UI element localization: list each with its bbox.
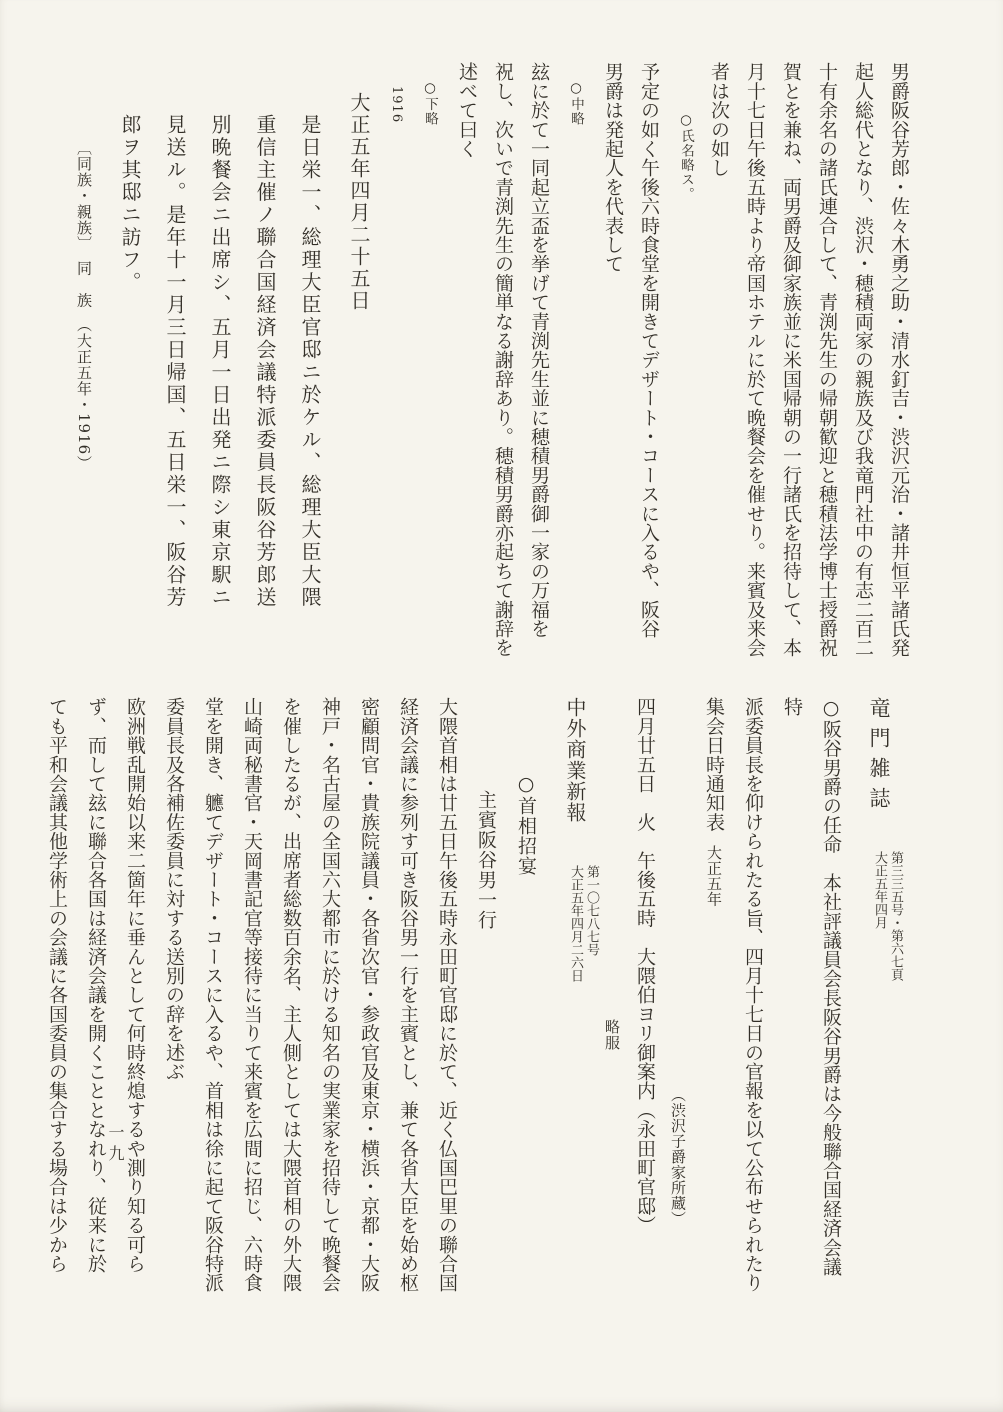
issue-number: 第三三五号・第六七頁: [888, 851, 903, 981]
paragraph-line: 玆に於て一同起立盃を挙げて青渕先生並に穂積男爵御一家の万福を: [528, 62, 550, 638]
scan-edge-shadow: [250, 1403, 470, 1412]
speech-line: ず、而して玆に聯合各国は経済会議を開くこととなれり、従来に於: [85, 697, 107, 1273]
dress-code-note: 略服: [603, 1019, 621, 1051]
article-line: を催したるが、出席者総数百余名、主人側としては大隈首相の外大隈: [280, 697, 302, 1293]
notice-heading: 集会日時通知表: [703, 697, 725, 832]
article-line: 山崎両秘書官・天岡書記官等接待に当りて来賓を広間に招じ、六時食: [241, 697, 263, 1293]
entry-line: 別晩餐会ニ出席シ、五月一日出発ニ際シ東京駅ニ: [208, 114, 232, 609]
article-line: 大隈首相は廿五日午後五時永田町官邸に於て、近く仏国巴里の聯合国: [436, 697, 458, 1293]
source-issue-info: [871, 851, 903, 981]
dessert-course-paragraph: [595, 62, 667, 664]
notice-table-heading: [694, 697, 733, 1293]
paragraph-line: 十有余名の諸氏連合して、青渕先生の帰朝歓迎と穂積法学博士授爵祝: [816, 62, 838, 658]
paragraph-line: 者は次の如し: [708, 62, 730, 178]
paragraph-line: 予定の如く午後六時食堂を開きてデザート・コースに入るや、阪谷: [638, 62, 660, 638]
names-omitted-note: ○氏名略ス。: [678, 112, 694, 202]
paragraph-line: 男爵は発起人を代表して: [602, 62, 624, 274]
issue-number: 第一〇七八七号: [584, 865, 599, 956]
source-citation-ryumon: [856, 697, 903, 1293]
provenance-note: （渋沢子爵家所蔵）: [669, 1087, 687, 1227]
middle-omitted-note: ○中略: [568, 80, 584, 126]
banquet-article-body: [154, 697, 466, 1293]
paragraph-line: 述べて曰く: [456, 62, 478, 158]
speech-excerpt: [37, 697, 154, 1293]
paragraph-line: 祝し、次いで青渕先生の簡単なる謝辞あり。穂積男爵亦起ちて謝辞を: [492, 62, 514, 658]
issue-date: 大正五年四月二六日: [568, 865, 583, 982]
source-title: 中外商業新報: [563, 697, 587, 823]
source-citation-chugai: [552, 697, 599, 1293]
year-label: 1916: [389, 86, 404, 124]
source-issue-info: [567, 865, 599, 982]
article-subhead: 主賓阪谷男一行: [475, 790, 497, 930]
appointment-article: [733, 697, 850, 1293]
bottom-section: [33, 697, 903, 1293]
dinner-report-paragraph: [701, 62, 917, 664]
article-line: 経済会議に参列す可き阪谷男一行を主賓とし、兼て各省大臣を始め枢: [397, 697, 419, 1293]
paragraph-line: 男爵阪谷芳郎・佐々木勇之助・清水釘吉・渋沢元治・諸井恒平諸氏発: [888, 62, 910, 658]
issue-date: 大正五年四月: [872, 851, 887, 929]
top-section: [67, 62, 917, 664]
speech-line: ても平和会議其他学術上の会議に各国委員の集合する場合は少から: [46, 697, 68, 1273]
article-line: ○阪谷男爵の任命 本社評議員会長阪谷男爵は今般聯合国経済会議特: [781, 697, 842, 1276]
article-line: 密顧問官・貴族院議員・各省次官・参政官及東京・横浜・京都・大阪: [358, 697, 380, 1293]
paragraph-line: 賀とを兼ね、両男爵及御家族並に米国帰朝の一行諸氏を招待して、本: [780, 62, 802, 658]
toast-paragraph: [449, 62, 557, 664]
article-line: 委員長及各補佐委員に対する送別の辞を述ぶ: [163, 697, 185, 1081]
notice-entry: [625, 697, 664, 1293]
page-number: 一九: [106, 1124, 125, 1166]
biography-entry: [107, 62, 332, 664]
entry-line: 郎ヲ其邸ニ訪フ。: [118, 114, 142, 294]
notice-era: 大正五年: [705, 845, 723, 908]
article-line: 派委員長を仰けられたる旨、四月十七日の官報を以て公布せられたり: [742, 697, 764, 1293]
paragraph-line: 月十七日午後五時より帝国ホテルに於て晩餐会を催せり。来賓及来会: [744, 62, 766, 658]
section-category-label: 〔同族・親族〕 同 族 （大正五年・1916）: [75, 140, 93, 472]
paragraph-line: 起人総代となり、渋沢・穂積両家の親族及び我竜門社中の有志二百二: [852, 62, 874, 658]
source-title: 竜門雑誌: [867, 697, 891, 817]
date-heading: 大正五年四月二十五日: [347, 92, 371, 312]
entry-line: 見送ル。是年十一月三日帰国、五日栄一、阪谷芳: [163, 114, 187, 609]
notice-entry-line: 四月廿五日 火 午後五時 大隈伯ヨリ御案内（永田町官邸）: [634, 697, 656, 1235]
entry-line: 是日栄一、総理大臣官邸ニ於ケル、総理大臣大隈: [298, 114, 322, 609]
article-line: 神戸・名古屋の全国六大都市に於ける知名の実業家を招待して晩餐会: [319, 697, 341, 1293]
entry-line: 重信主催ノ聯合国経済会議特派委員長阪谷芳郎送: [253, 114, 277, 609]
article-line: 堂を開き、軈てデザート・コースに入るや、首相は徐に起て阪谷特派: [202, 697, 224, 1293]
speech-line: 欧洲戦乱開始以来二箇年に垂んとして何時終熄するや測り知る可ら: [124, 697, 146, 1273]
article-headline: ○首相招宴: [515, 773, 537, 876]
end-omitted-note: ○下略: [422, 80, 438, 126]
